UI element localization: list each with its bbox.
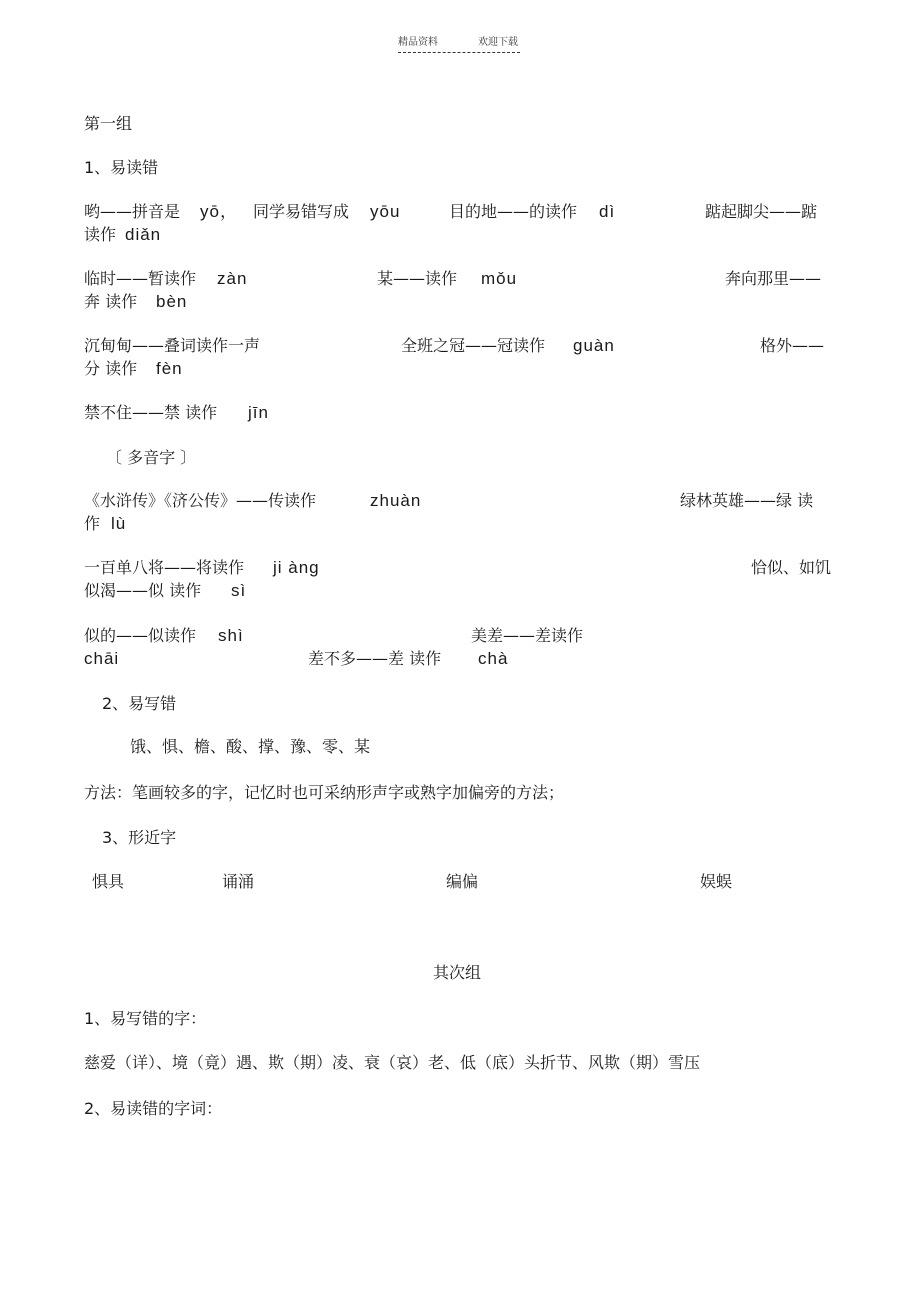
r2-b: 某——读作 (377, 269, 458, 288)
r3-b-pinyin: guàn (573, 336, 615, 355)
r2-a: 临时——暂读作 (84, 269, 197, 288)
r1-e: 读作 (84, 225, 117, 244)
r1-e-pinyin: diǎn (125, 225, 162, 244)
r5-a: 《水浒传》《济公传》——传读作 (84, 491, 317, 510)
section-miswrite: 2、易写错 (102, 694, 177, 713)
r6-c: 似渴——似 读作 (84, 581, 202, 600)
group2-section-miswrite: 1、易写错的字： (84, 1009, 207, 1028)
group1-title: 第一组 (84, 114, 133, 133)
r2-d-pinyin: bèn (156, 292, 188, 311)
r5-c: 作 (84, 514, 101, 533)
group2-title: 其次组 (433, 963, 482, 982)
r6-b: 恰似、如饥 (751, 558, 832, 577)
similar-word: 诵涌 (222, 872, 255, 891)
r7-d: 差不多——差 读作 (308, 649, 442, 668)
miswrite-words: 饿、惧、檐、酸、撑、豫、零、某 (130, 737, 371, 756)
section-similar: 3、形近字 (102, 828, 177, 847)
header-left: 精品资料 (398, 37, 438, 48)
r7-a-pinyin: shì (218, 626, 244, 645)
similar-word: 惧具 (92, 872, 125, 891)
r2-a-pinyin: zàn (217, 269, 248, 288)
r1-b-pinyin: yōu (370, 202, 401, 221)
r2-b-pinyin: mǒu (481, 269, 518, 288)
r1-c-pinyin: dì (599, 202, 616, 221)
r6-a: 一百单八将——将读作 (84, 558, 245, 577)
r3-b: 全班之冠——冠读作 (401, 336, 546, 355)
r5-c-pinyin: lù (111, 514, 127, 533)
header-right: 欢迎下载 (478, 37, 518, 48)
r4-a-pinyin: jīn (248, 403, 269, 422)
r5-a-pinyin: zhuàn (370, 491, 422, 510)
r3-d: 分 读作 (84, 359, 138, 378)
r6-a-pinyin: ji àng (273, 558, 320, 577)
r1-d: 踮起脚尖——踮 (705, 202, 818, 221)
r4-a: 禁不住——禁 读作 (84, 403, 218, 422)
header-divider (398, 52, 520, 53)
r7-c-pinyin: chāi (84, 649, 120, 668)
r3-d-pinyin: fèn (156, 359, 183, 378)
section-misread: 1、易读错 (84, 158, 159, 177)
r7-b: 美差——差读作 (471, 626, 584, 645)
r7-d-pinyin: chà (478, 649, 509, 668)
r1-a: 哟——拼音是 (84, 202, 181, 221)
group2-section-misread: 2、易读错的字词： (84, 1099, 223, 1118)
r2-d: 奔 读作 (84, 292, 138, 311)
group2-words: 慈爱（详）、境（竟）遇、欺（期）凌、衰（哀）老、低（底）头折节、风欺（期）雪压 (84, 1053, 701, 1072)
polyphonic-heading: 〔 多音字 〕 (106, 448, 197, 467)
r6-c-pinyin: sì (231, 581, 247, 600)
r3-c: 格外—— (760, 336, 825, 355)
r1-b: 同学易错写成 (253, 202, 350, 221)
r3-a: 沉甸甸——叠词读作一声 (84, 336, 261, 355)
similar-word: 娱蜈 (700, 872, 733, 891)
method-text: 方法：笔画较多的字，记忆时也可采纳形声字或熟字加偏旁的方法； (84, 783, 565, 802)
r5-b: 绿林英雄——绿 读 (680, 491, 814, 510)
r2-c: 奔向那里—— (725, 269, 822, 288)
r7-a: 似的——似读作 (84, 626, 197, 645)
r1-c: 目的地——的读作 (449, 202, 578, 221)
similar-word: 编偏 (446, 872, 479, 891)
r1-a-pinyin: yō， (200, 202, 238, 221)
